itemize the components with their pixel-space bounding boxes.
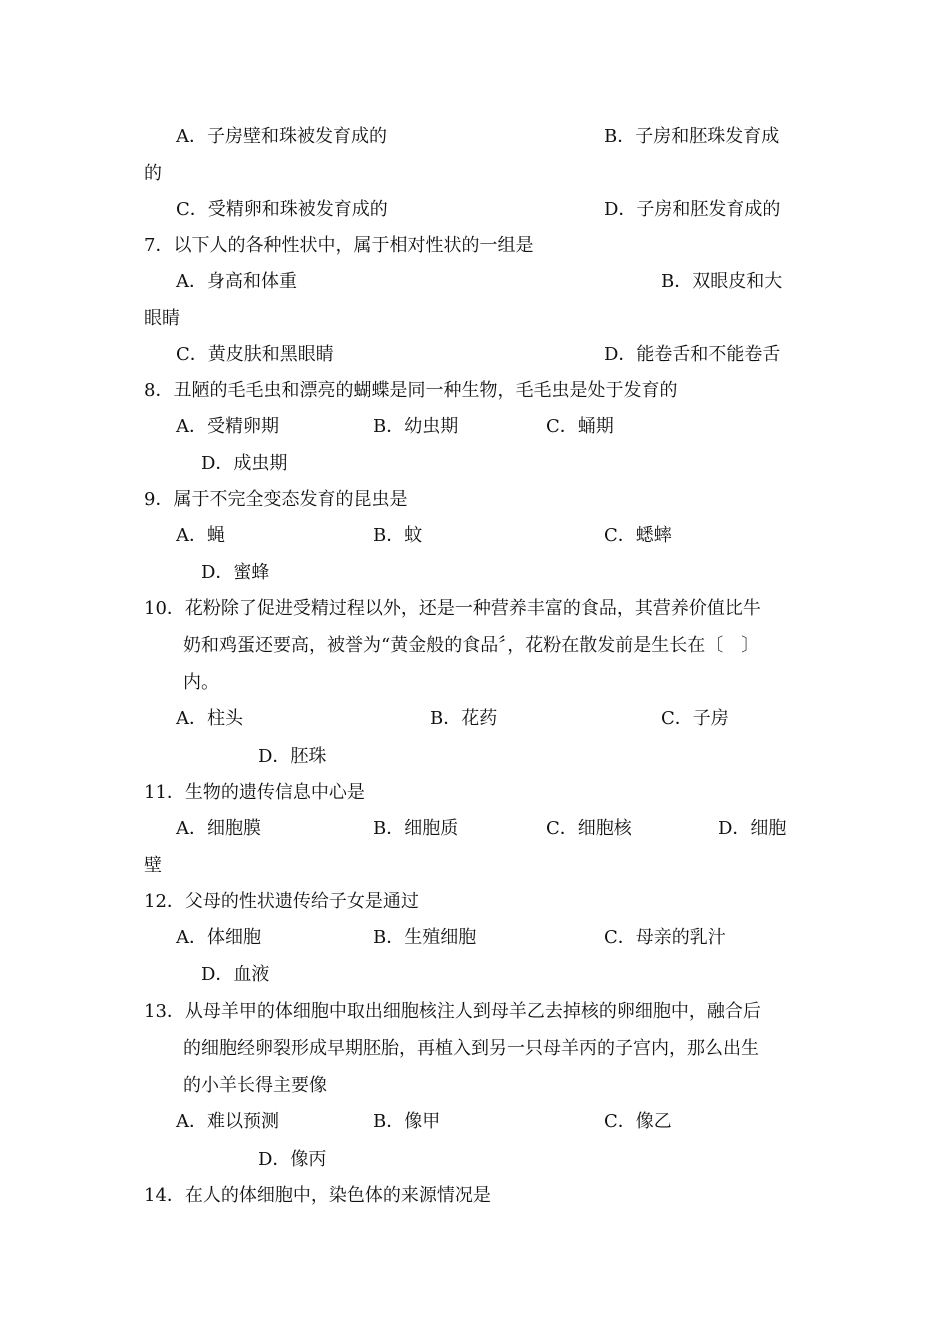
- q13-option-c: C．像乙: [604, 1111, 672, 1132]
- q13-option-d: D．像丙: [258, 1149, 327, 1170]
- q7-option-a: A．身高和体重: [176, 271, 297, 292]
- q7-option-d: D．能卷舌和不能卷舌: [604, 344, 781, 365]
- q14-stem: 14．在人的体细胞中，染色体的来源情况是: [144, 1185, 491, 1206]
- q7-option-c: C．黄皮肤和黑眼睛: [176, 344, 334, 365]
- q11-option-c: C．细胞核: [546, 818, 632, 839]
- q6-option-b: B．子房和胚珠发育成: [604, 126, 780, 147]
- q13-option-a: A．难以预测: [176, 1111, 279, 1132]
- q10-stem-line-1: 10．花粉除了促进受精过程以外，还是一种营养丰富的食品，其营养价值比牛: [144, 598, 761, 619]
- q11-stem: 11．生物的遗传信息中心是: [144, 782, 365, 803]
- q10-option-a: A．柱头: [176, 708, 243, 729]
- q7-option-b-wrap: 眼睛: [144, 308, 180, 329]
- q9-option-c: C．蟋蟀: [604, 525, 672, 546]
- q13-stem-line-3: 的小羊长得主要像: [183, 1075, 327, 1096]
- q13-option-b: B．像甲: [373, 1111, 441, 1132]
- q12-option-d: D．血液: [201, 964, 270, 985]
- q12-option-b: B．生殖细胞: [373, 927, 477, 948]
- q11-option-a: A．细胞膜: [176, 818, 261, 839]
- q9-stem: 9．属于不完全变态发育的昆虫是: [144, 489, 408, 510]
- q12-option-a: A．体细胞: [176, 927, 261, 948]
- q13-stem-line-1: 13．从母羊甲的体细胞中取出细胞核注人到母羊乙去掉核的卵细胞中，融合后: [144, 1001, 761, 1022]
- q11-option-d: D．细胞: [718, 818, 787, 839]
- q10-option-d: D．胚珠: [258, 746, 327, 767]
- q6-option-b-wrap: 的: [144, 163, 162, 184]
- q9-option-b: B．蚊: [373, 525, 423, 546]
- q6-option-c: C．受精卵和珠被发育成的: [176, 199, 388, 220]
- q8-option-d: D．成虫期: [201, 453, 288, 474]
- q10-stem-line-2: 奶和鸡蛋还要高，被誉为“黄金般的食品〞，花粉在散发前是生长在〔 〕: [183, 635, 760, 656]
- q10-stem-line-3: 内。: [183, 672, 219, 693]
- q8-option-b: B．幼虫期: [373, 416, 459, 437]
- q11-option-b: B．细胞质: [373, 818, 459, 839]
- q6-option-d: D．子房和胚发育成的: [604, 199, 781, 220]
- q12-option-c: C．母亲的乳汁: [604, 927, 726, 948]
- q9-option-d: D．蜜蜂: [201, 562, 270, 583]
- q7-stem: 7．以下人的各种性状中，属于相对性状的一组是: [144, 235, 534, 256]
- q11-option-d-wrap: 壁: [144, 855, 162, 876]
- q10-option-c: C．子房: [661, 708, 729, 729]
- q10-option-b: B．花药: [430, 708, 498, 729]
- q8-option-c: C．蛹期: [546, 416, 614, 437]
- q13-stem-line-2: 的细胞经卵裂形成早期胚胎，再植入到另一只母羊丙的子宫内，那么出生: [183, 1038, 759, 1059]
- q12-stem: 12．父母的性状遗传给子女是通过: [144, 891, 419, 912]
- q7-option-b: B．双眼皮和大: [661, 271, 783, 292]
- q8-stem: 8．丑陋的毛毛虫和漂亮的蝴蝶是同一种生物，毛毛虫是处于发育的: [144, 380, 678, 401]
- q9-option-a: A．蝇: [176, 525, 225, 546]
- q8-option-a: A．受精卵期: [176, 416, 279, 437]
- q6-option-a: A．子房壁和珠被发育成的: [176, 126, 387, 147]
